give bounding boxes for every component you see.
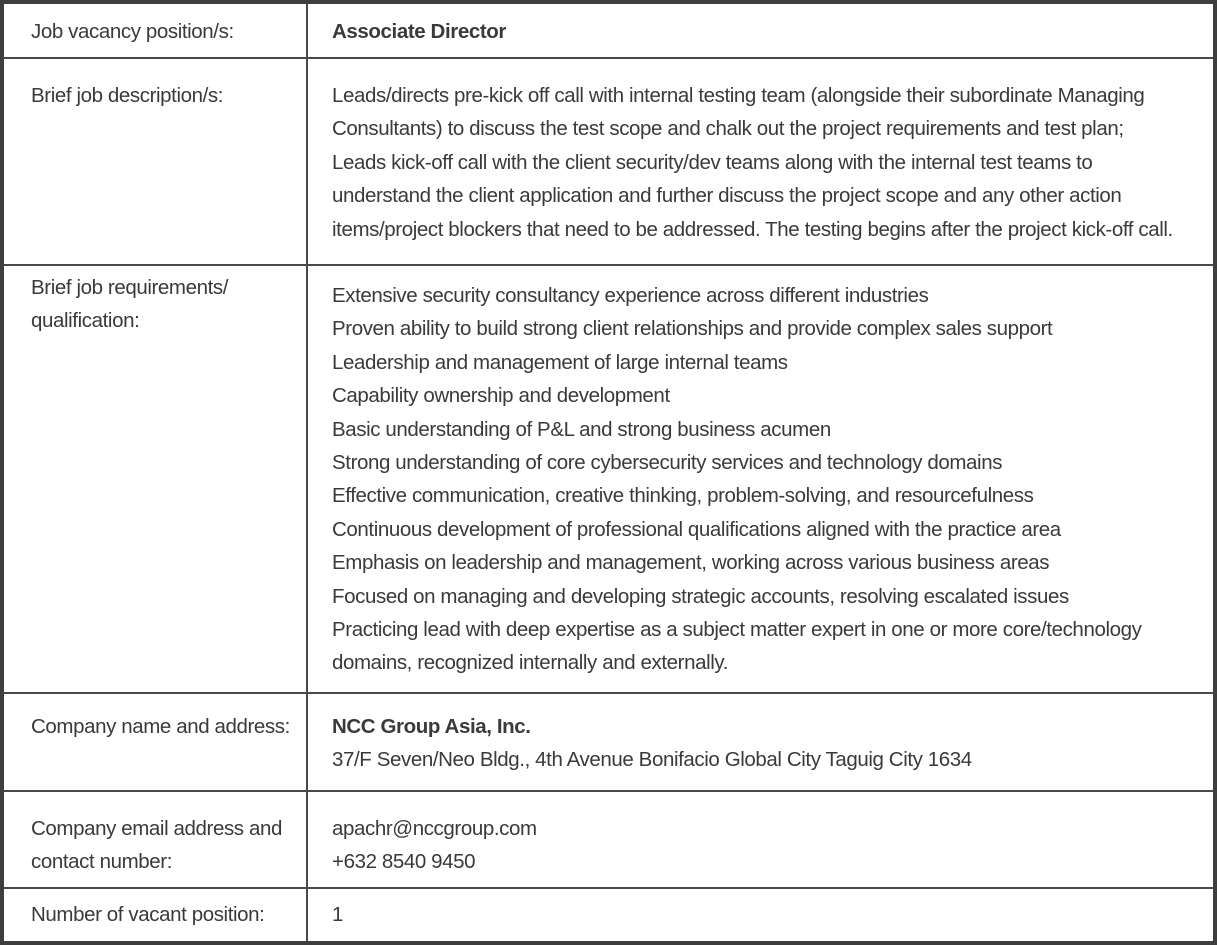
vacancy-count: 1: [332, 903, 344, 926]
row-description: [4, 59, 1213, 266]
company-value-cell: [308, 694, 1213, 790]
requirement-item: Basic understanding of P&L and strong business acumen: [332, 417, 831, 441]
contact-label: [4, 792, 308, 887]
requirements-label: [4, 266, 308, 692]
company-label: [4, 694, 308, 790]
description-line: understand the client application and further discuss the project scope and any other action: [332, 184, 1122, 208]
position-label: [4, 4, 308, 57]
contact-label-line: Company email address and: [31, 817, 282, 840]
requirements-label-line: qualification:: [31, 309, 140, 333]
description-line: Consultants) to discuss the test scope and chalk out the project requirements and test plan;: [332, 117, 1124, 141]
requirement-item: domains, recognized internally and externally.: [332, 651, 729, 675]
row-company: [4, 694, 1213, 792]
requirement-item: Leadership and management of large internal teams: [332, 350, 788, 374]
vacancies-value-cell: [308, 889, 1213, 941]
description-line: Leads kick-off call with the client security/dev teams along with the internal test teams to: [332, 150, 1093, 174]
company-label-text: Company name and address:: [31, 715, 290, 738]
description-label: [4, 59, 308, 264]
company-email: apachr@nccgroup.com: [332, 817, 537, 840]
contact-label-line: contact number:: [31, 850, 172, 874]
requirement-item: Proven ability to build strong client relationships and provide complex sales support: [332, 317, 1053, 341]
vacancies-label-text: Number of vacant position:: [31, 903, 265, 926]
description-line: items/project blockers that need to be addressed. The testing begins after the project kick-off call.: [332, 217, 1173, 241]
description-label-text: Brief job description/s:: [31, 84, 224, 107]
requirement-item: Capability ownership and development: [332, 384, 670, 408]
vacancies-label: [4, 889, 308, 941]
requirement-item: Strong understanding of core cybersecurity services and technology domains: [332, 451, 1003, 475]
requirements-value-cell: [308, 266, 1213, 692]
requirement-item: Extensive security consultancy experience across different industries: [332, 284, 929, 307]
description-line: Leads/directs pre-kick off call with internal testing team (alongside their subordinate Managing: [332, 84, 1145, 107]
company-name: NCC Group Asia, Inc.: [332, 715, 531, 738]
row-vacancies: [4, 889, 1213, 941]
description-value-cell: [308, 59, 1213, 264]
row-requirements: [4, 266, 1213, 694]
position-label-text: Job vacancy position/s:: [31, 20, 234, 43]
contact-value-cell: [308, 792, 1213, 887]
requirement-item: Emphasis on leadership and management, working across various business areas: [332, 551, 1050, 575]
row-position: [4, 4, 1213, 59]
position-title: Associate Director: [332, 20, 506, 43]
company-address: 37/F Seven/Neo Bldg., 4th Avenue Bonifacio Global City Taguig City 1634: [332, 748, 972, 772]
company-phone: +632 8540 9450: [332, 850, 476, 874]
requirements-label-line: Brief job requirements/: [31, 276, 229, 299]
requirement-item: Practicing lead with deep expertise as a subject matter expert in one or more core/technology: [332, 618, 1142, 642]
row-contact: [4, 792, 1213, 889]
requirement-item: Effective communication, creative thinking, problem-solving, and resourcefulness: [332, 484, 1034, 508]
requirement-item: Continuous development of professional qualifications aligned with the practice area: [332, 517, 1061, 541]
requirement-item: Focused on managing and developing strategic accounts, resolving escalated issues: [332, 584, 1069, 608]
position-value-cell: [308, 4, 1213, 57]
